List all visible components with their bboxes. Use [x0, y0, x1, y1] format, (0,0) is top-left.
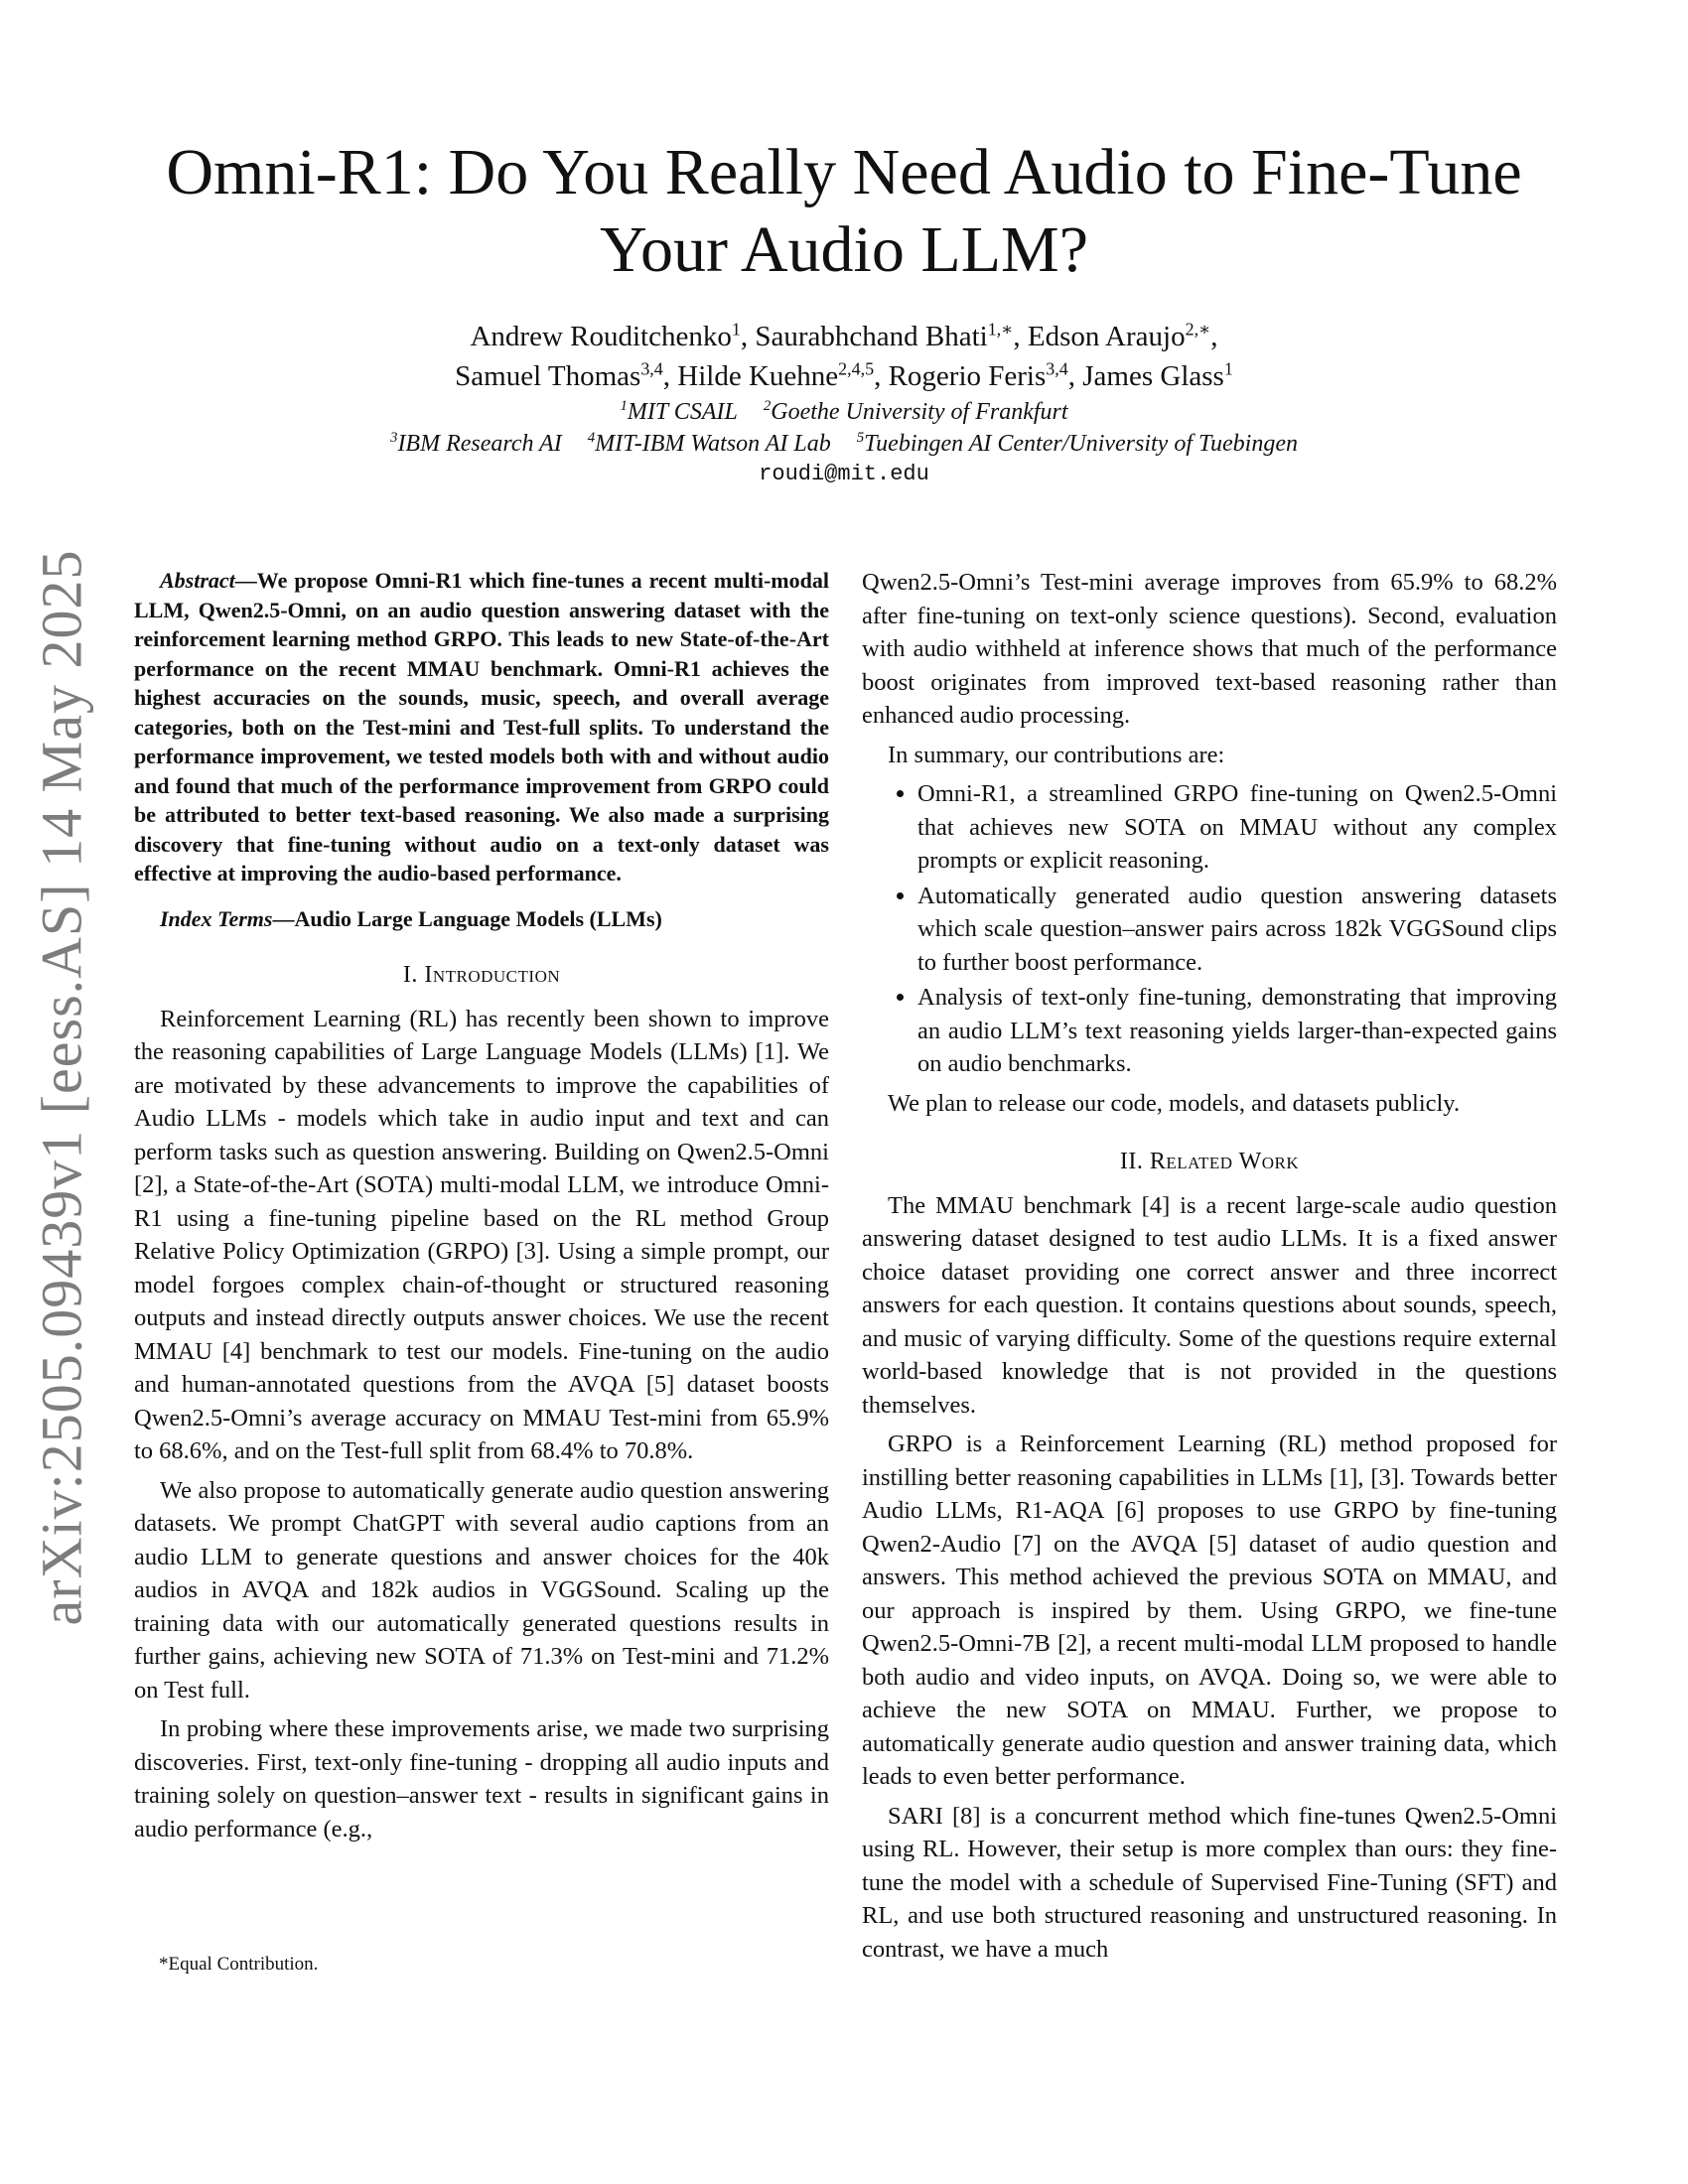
related-paragraph-3: SARI [8] is a concurrent method which fine-tunes Qwen2.5-Omni using RL. However, their setup is more complex than ours: they fine-tune the model with a schedule of Supervised Fine-Tuning (SFT) and RL, and use both structured reasoning and unstructured reasoning. In contrast, we have a much	[862, 1802, 1557, 1963]
author-line-1: Andrew Rouditchenko$^1$, Saurabhchand Bhati$^{1,∗}$, Edson Araujo$^{2,∗}$,	[470, 319, 1218, 352]
abstract-text: —We propose Omni-R1 which fine-tunes a recent multi-modal LLM, Qwen2.5-Omni, on an audio question answering dataset with the reinforcement learning method GRPO. This leads to new State-of-the-Art performance on the recent MMAU benchmark. Omni-R1 achieves the highest accuracies on the sounds, music, speech, and overall average categories, both on the Test-mini and Test-full splits. To understand the performance improvement, we tested models both with and without audio and found that much of the performance improvement from GRPO could be attributed to better text-based reasoning. We also made a surprising discovery that fine-tuning without audio on a text-only dataset was effective at improving the audio-based performance.	[134, 568, 829, 886]
left-column	[134, 566, 829, 1851]
list-item: • Omni-R1, a streamlined GRPO fine-tuning on Qwen2.5-Omni that achieves new SOTA on MMAU without any complex prompts or explicit reasoning.	[917, 777, 1557, 878]
author-line-2: Samuel Thomas$^{3,4}$, Hilde Kuehne$^{2,4,5}$, Rogerio Feris$^{3,4}$, James Glass$^1$	[455, 358, 1233, 392]
author-affil-mark: 3,4	[640, 358, 663, 379]
contributions-intro: In summary, our contributions are:	[888, 741, 1225, 768]
author-name: James Glass	[1082, 360, 1224, 392]
list-item: • Analysis of text-only fine-tuning, demonstrating that improving an audio LLM’s text reasoning yields larger-than-expected gains on audio benchmarks.	[917, 981, 1557, 1081]
section-heading-related-work: II. Related Work	[1119, 1149, 1300, 1174]
contact-email: roudi@mit.edu	[759, 462, 929, 486]
arxiv-identifier: arXiv:2505.09439v1 [eess.AS] 14 May 2025	[29, 549, 94, 1625]
affiliation: IBM Research AI	[397, 431, 562, 457]
release-statement: We plan to release our code, models, and datasets publicly.	[888, 1089, 1461, 1117]
index-terms-label: Index Terms	[160, 905, 273, 931]
author-affil-mark: 3,4	[1046, 358, 1068, 379]
author-affil-mark: 1	[1223, 358, 1233, 379]
intro-paragraph-continued: Qwen2.5-Omni’s Test-mini average improves from 65.9% to 68.2% after fine-tuning on text-only science questions). Second, evaluation with audio withheld at inference shows that much of the performance boost originates from improved text-based reasoning rather than enhanced audio processing.	[862, 569, 1557, 729]
intro-paragraph-2: We also propose to automatically generate audio question answering datasets. We prompt ChatGPT with several audio captions from an audio LLM to generate questions and answer choices for the 40k audios in AVQA and 182k audios in VGGSound. Scaling up the training data with our automatically generated questions results in further gains, achieving new SOTA of 71.3% on Test-mini and 71.2% on Test full.	[134, 1476, 829, 1704]
index-terms-text: —Audio Large Language Models (LLMs)	[272, 905, 662, 931]
author-name: Hilde Kuehne	[677, 360, 839, 392]
affiliation: MIT CSAIL	[627, 399, 738, 425]
author-name: Samuel Thomas	[455, 360, 641, 392]
abstract	[134, 566, 829, 888]
related-paragraph-2: GRPO is a Reinforcement Learning (RL) method proposed for instilling better reasoning capabilities in LLMs [1], [3]. Towards better Audio LLMs, R1-AQA [6] proposes to use GRPO by fine-tuning Qwen2-Audio [7] on the AVQA [5] dataset of audio question and answers. This method achieved the previous SOTA on MMAU, and our approach is inspired by them. Using GRPO, we fine-tune Qwen2.5-Omni-7B [2], a recent multi-modal LLM proposed to handle both audio and video inputs, on AVQA. Doing so, we were able to achieve the new SOTA on MMAU. Further, we propose to automatically generate audio question and answer training data, which leads to even better performance.	[862, 1431, 1557, 1790]
affiliation: Tuebingen AI Center/University of Tuebingen	[864, 431, 1298, 457]
author-affil-mark: 1	[731, 319, 741, 340]
arxiv-sidebar	[22, 549, 101, 1625]
contributions-list	[862, 777, 1557, 1081]
abstract-label: Abstract	[160, 568, 235, 593]
author-affil-mark: 2,4,5	[838, 358, 875, 379]
author-name: Rogerio Feris	[888, 360, 1047, 392]
author-affil-mark: 2,∗	[1185, 319, 1211, 340]
affil-mark: 2	[763, 398, 772, 414]
paper-title: Omni-R1: Do You Really Need Audio to Fine-Tune Your Audio LLM?	[166, 136, 1522, 286]
related-paragraph-1: The MMAU benchmark [4] is a recent large-scale audio question answering dataset designed to test audio LLMs. It is a fixed answer choice dataset providing one correct answer and three incorrect answers for each question. It contains questions about sounds, speech, and music of varying difficulty. Some of the questions require external world-based knowledge that is not provided in the questions themselves.	[862, 1191, 1557, 1419]
footnote-equal-contribution: *Equal Contribution.	[159, 1954, 319, 1975]
author-name: Saurabhchand Bhati	[755, 321, 988, 352]
affil-mark: 3	[390, 430, 398, 446]
author-affil-mark: 1,∗	[987, 319, 1014, 340]
intro-paragraph-1: Reinforcement Learning (RL) has recently been shown to improve the reasoning capabilities of Large Language Models (LLMs) [1]. We are motivated by these advancements to improve the capabilities of Audio LLMs - models which take in audio input and text and can perform tasks such as question answering. Building on Qwen2.5-Omni [2], a State-of-the-Art (SOTA) multi-modal LLM, we introduce Omni-R1 using a fine-tuning pipeline based on the RL method Group Relative Policy Optimization (GRPO) [3]. Using a simple prompt, our model forgoes complex chain-of-thought or structured reasoning outputs and instead directly outputs answer choices. We use the recent MMAU [4] benchmark to test our models. Fine-tuning on the audio and human-annotated questions from the AVQA [5] dataset boosts Qwen2.5-Omni’s average accuracy on MMAU Test-mini from 65.9% to 68.6%, and on the Test-full split from 68.4% to 70.8%.	[134, 1005, 829, 1464]
section-heading-introduction: I. Introduction	[402, 962, 561, 988]
author-name: Andrew Rouditchenko	[470, 321, 732, 352]
affil-mark: 5	[856, 430, 865, 446]
intro-paragraph-3: In probing where these improvements arise, we made two surprising discoveries. First, text-only fine-tuning - dropping all audio inputs and training solely on question–answer text - results in significant gains in audio performance (e.g.,	[134, 1715, 829, 1843]
author-name: Edson Araujo	[1027, 321, 1186, 352]
list-item: • Automatically generated audio question answering datasets which scale question–answer pairs across 182k VGGSound clips to further boost performance.	[917, 880, 1557, 980]
author-list	[119, 317, 1569, 396]
index-terms	[134, 904, 829, 934]
affiliation-line-2	[119, 428, 1569, 460]
affiliation: Goethe University of Frankfurt	[771, 399, 1068, 425]
affil-mark: 1	[620, 398, 628, 414]
affiliations	[119, 396, 1569, 460]
affiliation-line-1	[119, 396, 1569, 428]
affiliation: MIT-IBM Watson AI Lab	[595, 431, 831, 457]
paper-header	[119, 134, 1569, 489]
right-column	[862, 566, 1557, 1972]
affil-mark: 4	[587, 430, 596, 446]
